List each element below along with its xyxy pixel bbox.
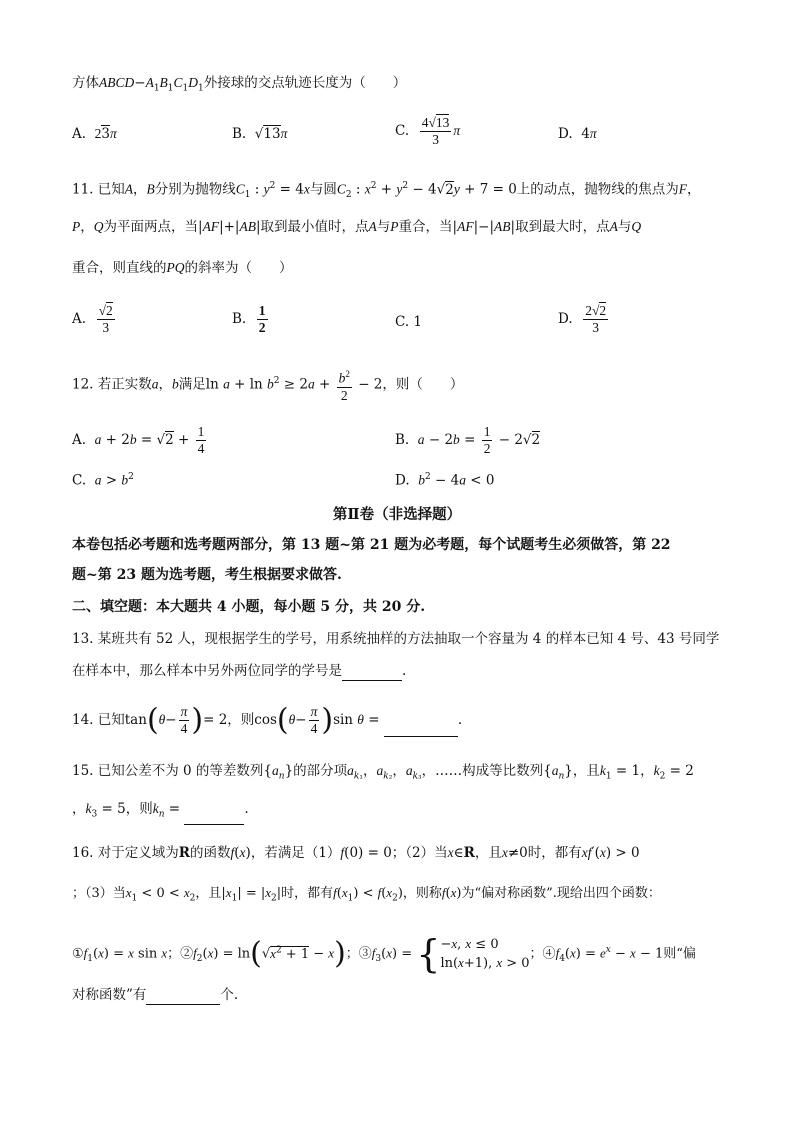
q10-option-b: B. √13π bbox=[232, 126, 288, 142]
q14-line: 14. 已知tan(θ− $\frac{\pi}{4}$ )= 2，则cos(θ− $\frac{\pi}{4}$ )sin θ = . bbox=[72, 702, 463, 738]
q11-option-b: B. $\frac{1}{2}$ bbox=[232, 303, 266, 335]
q11-line2: P，Q为平面两点，当|AF|+|AB|取到最小值时，点A与P重合，当|AF|−|AB|取到最大时，点A与Q bbox=[72, 219, 642, 235]
q10-stem: 方体$ABCD-A_1B_1C_1D_1$外接球的交点轨迹长度为（ ） bbox=[72, 75, 407, 94]
q13-answer-blank[interactable] bbox=[342, 680, 402, 681]
q13-line2-text: 在样本中，那么样本中另外两位同学的学号是 bbox=[72, 663, 342, 679]
q15-line1: 15. 已知公差不为 0 的等差数列$\{a_n\}$的部分项$a_{k_1}$，$a_{k_2}$，$a_{k_3}$，……构成等比数列$\{a_n\}$，且$k_1 = 1$，$k_2 = 2$ bbox=[72, 763, 694, 782]
q11-option-c: C. 1 bbox=[395, 314, 423, 330]
part2-title: 第Ⅱ卷（非选择题） bbox=[332, 506, 462, 523]
q16-line4: 对称函数”有 个. bbox=[72, 987, 239, 1003]
q12-option-b: B. a − 2b = $\frac{1}{2}$ − 2√2 bbox=[395, 424, 541, 456]
q11-line1: 11. 已知A，B分别为抛物线$C_1$ : $y^2 = 4x$与圆$C_2$ : $x^2 + y^2 - 4√2y + 7 = 0$上的动点，抛物线的焦点为F， bbox=[72, 181, 701, 201]
q10-option-c: C. $\frac{4√13}{3}$ π bbox=[395, 115, 461, 147]
q12-option-c: C. $a > b^2$ bbox=[72, 472, 134, 489]
q15-line2: ，$k_3 = 5$，则$k_n$ = . bbox=[72, 799, 249, 825]
q11-option-a: A. $\frac{√2}{3}$ bbox=[72, 303, 113, 335]
q15-answer-blank[interactable] bbox=[184, 824, 244, 825]
q12-option-d: D. $b^2 - 4a < 0$ bbox=[395, 472, 495, 489]
q13-line2: 在样本中，那么样本中另外两位同学的学号是 . bbox=[72, 663, 407, 679]
section-fill-in-title: 二、填空题：本大题共 4 小题，每小题 5 分，共 20 分. bbox=[72, 599, 426, 615]
q10-option-a: A. 23π bbox=[72, 126, 117, 142]
q10-option-d: D. 4π bbox=[558, 126, 597, 142]
q14-answer-blank[interactable] bbox=[384, 736, 458, 737]
q16-line3: $①f_1(x) = x$ sin x；$②f_2(x) = \ln(√x^2 + 1 - x)$；$③f_3(x) = \{-x$, x ≤ 0 ln(x+1), x > 0；$④f_4(x) = e^x - x - 1$则“偏 bbox=[72, 932, 696, 976]
part2-intro-line1: 本卷包括必考题和选考题两部分，第 13 题~第 21 题为必考题，每个试题考生必须做答，第 22 bbox=[72, 537, 671, 553]
q16-answer-blank[interactable] bbox=[146, 1004, 220, 1005]
q11-option-d: D. $\frac{2√2}{3}$ bbox=[558, 303, 607, 335]
q12-stem: 12. 若正实数a，b满足$\ln a + \ln b^2 \ge 2a$ + $\frac{b^2}{2}$ − 2，则（ ） bbox=[72, 366, 463, 404]
part2-intro-line2: 题~第 23 题为选考题，考生根据要求做答. bbox=[72, 567, 342, 583]
q12-option-a: A. a + 2b = √2 + $\frac{1}{4}$ bbox=[72, 424, 205, 456]
q16-line2: ；（3）当$x_1 < 0 < x_2$，且$|x_1| = |x_2|$时，都有$f(x_1) < f(x_2)$，则称f(x)为“偏对称函数”.现给出四个函数： bbox=[72, 885, 661, 904]
q16-line1: 16. 对于定义域为R的函数f(x)，若满足（1）f(0) = 0；（2）当x∈R，且x≠0时，都有xf′(x) > 0 bbox=[72, 845, 640, 861]
q13-line1: 13. 某班共有 52 人，现根据学生的学号，用系统抽样的方法抽取一个容量为 4 的样本已知 4 号、43 号同学 bbox=[72, 631, 720, 647]
q11-line3: 重合，则直线的PQ的斜率为（ ） bbox=[72, 260, 293, 276]
